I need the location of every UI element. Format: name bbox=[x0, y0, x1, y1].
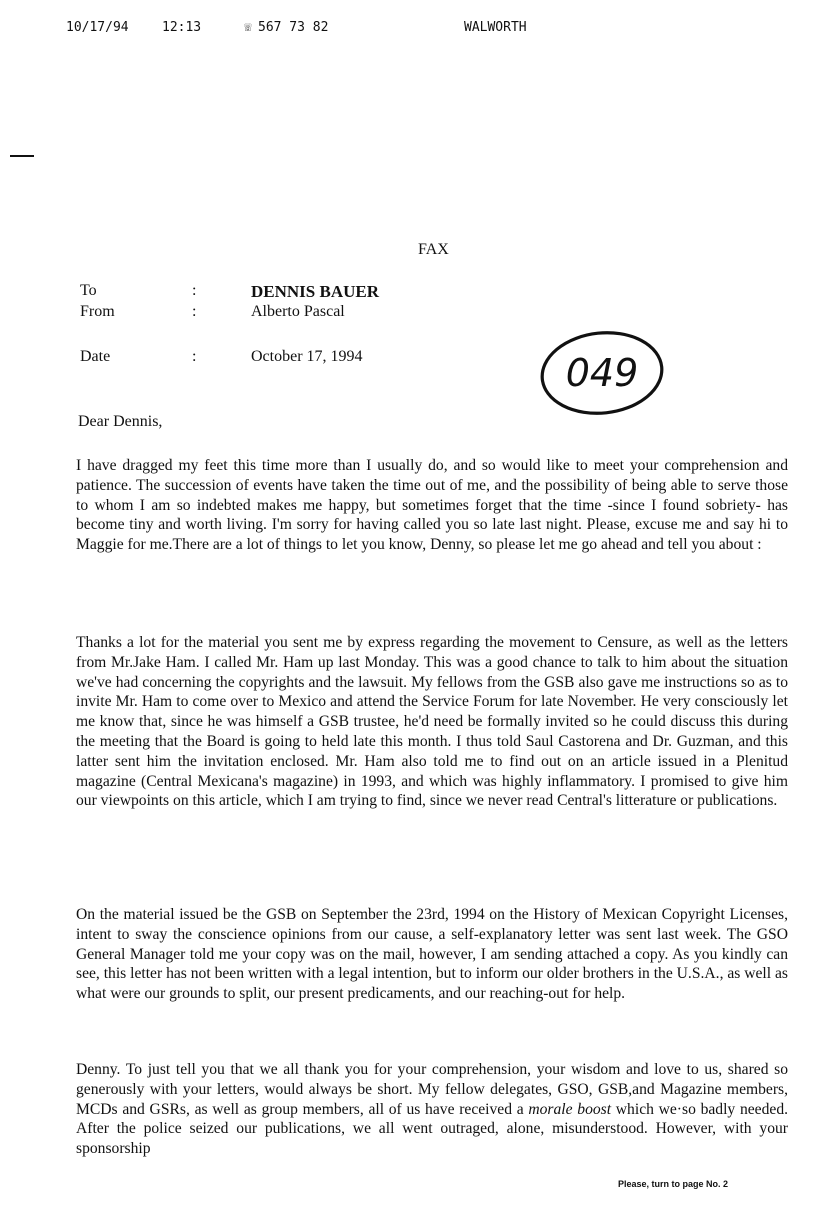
fax-time: 12:13 bbox=[162, 20, 202, 35]
date-label: Date bbox=[80, 348, 111, 365]
paragraph-4-text-end: which we·so badly needed. After the police seized our publications, we all went outraged, alone, misunderstood. However, with your sponsorship bbox=[76, 1100, 789, 1158]
paragraph-4-text-start: Denny. To just tell you that we all thank you for your comprehension, your wisdom and love to us, shared so generously with your letters, would always be short. My fellow delegates, GSO, GSB,and Magazine members, MCDs and GSRs, as well as group members, all of us have received a bbox=[76, 1061, 788, 1118]
recipient-name: DENNIS BAUER bbox=[251, 282, 379, 301]
stamp-number-text: 049 bbox=[565, 351, 639, 395]
telephone-icon: ☏ bbox=[244, 20, 252, 35]
turn-page-note: Please, turn to page No. 2 bbox=[618, 1179, 729, 1189]
date-separator: : bbox=[192, 348, 197, 365]
sender-name: Alberto Pascal bbox=[251, 303, 345, 320]
morale-boost-emphasis: morale boost bbox=[528, 1100, 612, 1118]
fax-phone-number: 567 73 82 bbox=[258, 20, 329, 35]
from-row bbox=[80, 303, 500, 325]
fax-date: 10/17/94 bbox=[66, 20, 129, 35]
from-separator: : bbox=[192, 303, 197, 320]
document-title: FAX bbox=[418, 241, 449, 258]
to-row bbox=[80, 282, 500, 304]
to-separator: : bbox=[192, 282, 197, 299]
fax-transmission-header bbox=[66, 20, 766, 38]
circled-stamp-number bbox=[538, 328, 666, 418]
body-paragraph-1: I have dragged my feet this time more than I usually do, and so would like to meet your comprehension and patience. The succession of events have taken the time out of me, and the possibility of being able to serve those to whom I am so indebted makes me happy, but sometimes forget that the time -since I found sobriety- has become tiny and worth living. I'm sorry for having called you so late last night. Please, excuse me and say hi to Maggie for me.There are a lot of things to let you know, Denny, so please let me go ahead and tell you about : bbox=[76, 457, 788, 554]
letter-date: October 17, 1994 bbox=[251, 348, 363, 365]
body-paragraph-4 bbox=[76, 1060, 788, 1159]
body-paragraph-3: On the material issued be the GSB on September the 23rd, 1994 on the History of Mexican Copyright Licenses, intent to sway the conscience opinions from our cause, a self-explanatory letter was sent last week. The GSO General Manager told me your copy was on the mail, however, I am sending attached a copy. As you kindly can see, this letter has not been written with a legal intention, but to inform our older brothers in the U.S.A., as well as what were our grounds to split, our present predicaments, and our reaching-out for help. bbox=[76, 906, 788, 1003]
from-label: From bbox=[80, 303, 115, 320]
to-label: To bbox=[80, 282, 97, 299]
salutation: Dear Dennis, bbox=[78, 413, 163, 430]
fax-location: WALWORTH bbox=[464, 20, 527, 35]
date-row bbox=[80, 348, 500, 370]
body-paragraph-2: Thanks a lot for the material you sent me by express regarding the movement to Censure, as well as the letters from Mr.Jake Ham. I called Mr. Ham up last Monday. This was a good chance to talk to him about the situation we've had concerning the copyrights and the lawsuit. My fellows from the GSB also gave me instructions so as to invite Mr. Ham to come over to Mexico and attend the Service Forum for late November. He very consciously let me know that, since he was himself a GSB trustee, he'd need be formally invited so he could discuss this during the meeting that the Board is going to held late this month. I thus told Saul Castorena and Dr. Guzman, and this latter sent him the invitation enclosed. Mr. Ham also told me to find out on an article issued in a Plenitud magazine (Central Mexicana's magazine) in 1993, and which was highly inflammatory. I promised to give him our viewpoints on this article, which I am trying to find, since we never read Central's litterature or publications. bbox=[76, 634, 788, 810]
margin-mark bbox=[10, 155, 34, 157]
